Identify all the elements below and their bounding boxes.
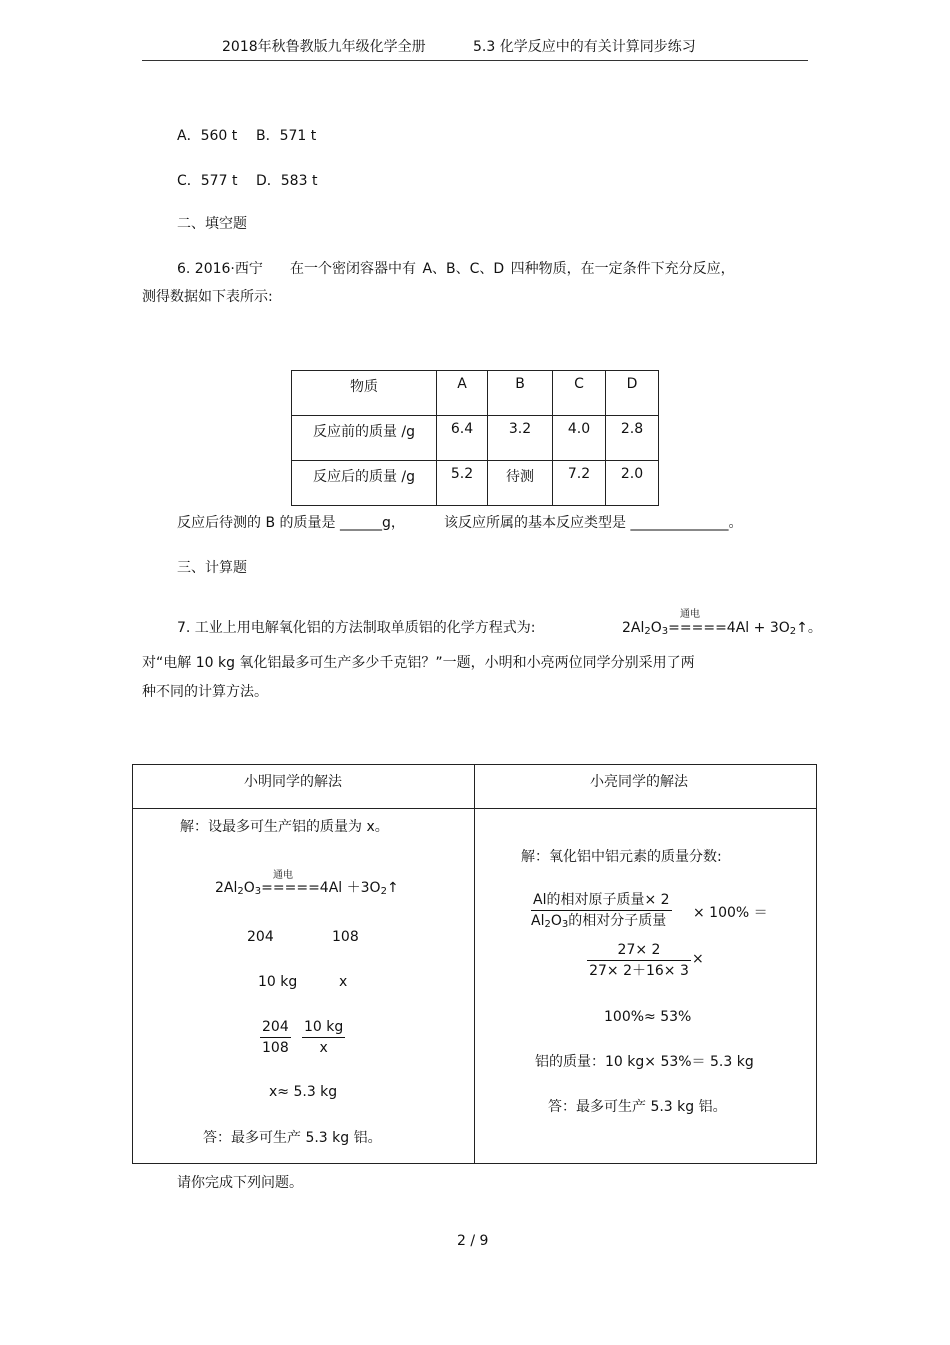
closing-instruction: 请你完成下列问题。 — [177, 1175, 303, 1191]
q6-text-line2: 测得数据如下表所示: — [142, 289, 273, 305]
table-cell: 5.2 — [437, 461, 488, 506]
q7-equation — [622, 617, 822, 637]
q6-blank-reaction-type: 该反应所属的基本反应类型是 ______________。 — [444, 515, 743, 531]
xl-fraction-2-tail: × — [692, 951, 704, 967]
solution-table-border-right — [816, 764, 817, 1164]
table-header-cell: A — [437, 371, 488, 416]
fraction-denominator: x — [319, 1040, 328, 1056]
eq-subscript: 2 — [789, 626, 797, 637]
header-title: 2018年秋鲁教版九年级化学全册 — [222, 39, 426, 55]
q5-option-a: A．560 t — [177, 128, 238, 144]
header-section: 5.3 化学反应中的有关计算同步练习 — [473, 39, 696, 55]
table-cell: 反应前的质量 /g — [292, 416, 437, 461]
header-divider — [142, 60, 808, 61]
table-row — [292, 461, 659, 506]
xiaoliang-header: 小亮同学的解法 — [590, 774, 688, 790]
xm-equation — [215, 877, 399, 897]
solution-table-column-divider — [474, 764, 475, 1164]
xm-reaction-condition: 通电 — [273, 870, 293, 881]
xl-fraction-2 — [587, 941, 691, 980]
xl-aluminum-mass: 铝的质量：10 kg× 53%＝ 5.3 kg — [535, 1054, 754, 1070]
fraction-numerator: Al的相对原子质量× 2 — [531, 891, 672, 911]
eq-part: Al — [531, 913, 545, 929]
eq-part: ↑。 — [796, 620, 822, 636]
table-cell: 2.0 — [606, 461, 659, 506]
fraction-numerator: 27× 2 — [587, 941, 691, 961]
section-title-fill-blank: 二、填空题 — [177, 216, 247, 232]
xl-fraction-1 — [531, 891, 672, 934]
table-header-row — [292, 371, 659, 416]
eq-part: O — [243, 880, 255, 896]
q6-text-line1: 在一个密闭容器中有 A、B、C、D 四种物质，在一定条件下充分反应， — [290, 261, 735, 277]
eq-subscript: 3 — [661, 626, 669, 637]
q7-text-line2: 对“电解 10 kg 氧化铝最多可生产多少千克铝？”一题，小明和小亮两位同学分别采用了两 — [142, 655, 695, 671]
q5-option-b: B．571 t — [256, 128, 317, 144]
eq-part: ↑ — [386, 880, 399, 896]
table-cell: 3.2 — [488, 416, 553, 461]
table-header-cell: C — [553, 371, 606, 416]
xm-ratio-left — [260, 1018, 291, 1057]
q5-option-c: C．577 t — [177, 173, 238, 189]
xm-molar-mass-1: 204 — [247, 929, 274, 945]
section-title-calculation: 三、计算题 — [177, 560, 247, 576]
eq-subscript: 3 — [254, 886, 262, 897]
table-cell: 7.2 — [553, 461, 606, 506]
xm-unknown: x — [339, 974, 348, 990]
xl-setup: 解：氧化铝中铝元素的质量分数: — [521, 849, 722, 865]
xm-result: x≈ 5.3 kg — [269, 1084, 338, 1100]
fraction-numerator: 10 kg — [302, 1018, 345, 1038]
table-header-cell: B — [488, 371, 553, 416]
fraction-denominator — [531, 911, 666, 934]
xl-answer: 答：最多可生产 5.3 kg 铝。 — [548, 1099, 727, 1115]
eq-subscript: 3 — [561, 919, 569, 930]
table-cell: 反应后的质量 /g — [292, 461, 437, 506]
eq-part: O — [650, 620, 662, 636]
solution-table-border-left — [132, 764, 133, 1164]
eq-part: =====4Al + 3O — [668, 620, 790, 636]
xiaoming-header: 小明同学的解法 — [244, 774, 342, 790]
table-header-cell: 物质 — [292, 371, 437, 416]
eq-part: 的相对分子质量 — [568, 913, 667, 929]
eq-part: 2Al — [622, 620, 645, 636]
eq-subscript: 2 — [544, 919, 551, 930]
q6-blank-mass: 反应后待测的 B 的质量是 ______g， — [177, 515, 405, 531]
xm-ratio-right — [302, 1018, 345, 1057]
eq-subscript: 2 — [644, 626, 651, 637]
xm-given-mass: 10 kg — [258, 974, 298, 990]
fraction-numerator: 204 — [260, 1018, 291, 1038]
table-row — [292, 416, 659, 461]
table-cell: 待测 — [488, 461, 553, 506]
xl-fraction-1-tail: × 100% ＝ — [693, 905, 768, 921]
table-cell: 2.8 — [606, 416, 659, 461]
fraction-denominator: 108 — [262, 1040, 289, 1056]
xm-setup: 解：设最多可生产铝的质量为 x。 — [180, 819, 389, 835]
table-cell: 6.4 — [437, 416, 488, 461]
q5-option-d: D．583 t — [256, 173, 318, 189]
eq-part: =====4Al ＋3O — [261, 880, 381, 896]
q7-reaction-condition: 通电 — [680, 609, 700, 620]
xl-percentage: 100%≈ 53% — [604, 1009, 692, 1025]
eq-part: 2Al — [215, 880, 238, 896]
xm-molar-mass-2: 108 — [332, 929, 359, 945]
xm-answer: 答：最多可生产 5.3 kg 铝。 — [203, 1130, 382, 1146]
table-cell: 4.0 — [553, 416, 606, 461]
q7-text-line1: 7. 工业上用电解氧化铝的方法制取单质铝的化学方程式为: — [177, 620, 536, 636]
eq-subscript: 2 — [380, 886, 387, 897]
fraction-denominator: 27× 2＋16× 3 — [589, 963, 689, 979]
q6-number: 6. 2016·西宁 — [177, 261, 263, 277]
q7-text-line3: 种不同的计算方法。 — [142, 684, 268, 700]
q6-data-table — [291, 370, 659, 506]
eq-subscript: 2 — [237, 886, 244, 897]
table-header-cell: D — [606, 371, 659, 416]
eq-part: O — [550, 913, 562, 929]
page-number: 2 / 9 — [457, 1233, 489, 1249]
